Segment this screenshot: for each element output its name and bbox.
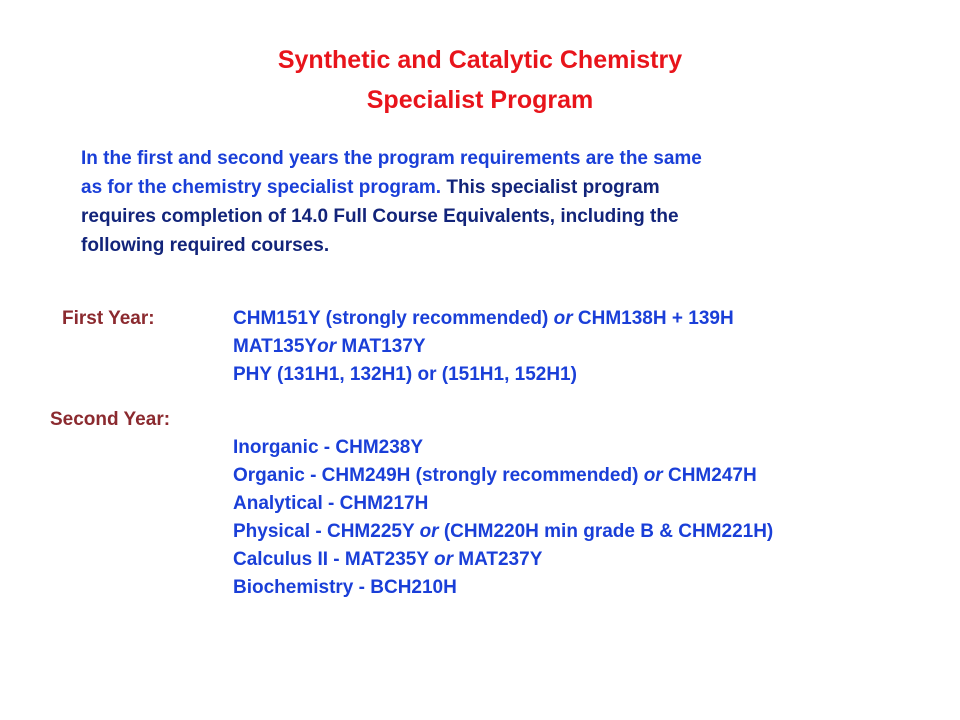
course-or: or xyxy=(433,549,453,570)
page-subtitle: Specialist Program xyxy=(366,86,594,114)
second-year-label: Second Year: xyxy=(50,409,171,430)
course-or: or xyxy=(419,521,439,542)
course-text: Calculus II - MAT235Y xyxy=(233,549,434,570)
course-text: PHY (131H1, 132H1) or (151H1, 152H1) xyxy=(233,364,577,385)
page-title: Synthetic and Catalytic Chemistry xyxy=(277,46,683,74)
intro-line-2-start: as for the chemistry specialist program. xyxy=(81,177,442,198)
second-year-course-4 xyxy=(233,519,773,544)
course-text: MAT237Y xyxy=(452,549,543,570)
course-text: Inorganic - CHM238Y xyxy=(233,437,424,458)
course-text: MAT135Y xyxy=(233,336,318,357)
course-text: (CHM220H min grade B & CHM221H) xyxy=(438,521,774,542)
intro-line-3: requires completion of 14.0 Full Course Equivalents, including the xyxy=(81,206,679,227)
second-year-course-6 xyxy=(233,575,457,600)
first-year-course-3 xyxy=(233,362,577,387)
second-year-course-2 xyxy=(233,463,757,488)
course-text: CHM247H xyxy=(662,465,757,486)
first-year-label: First Year: xyxy=(62,308,155,329)
first-year-course-1 xyxy=(233,306,734,331)
intro-line-2 xyxy=(81,173,881,202)
first-year-course-2 xyxy=(233,334,426,359)
course-or: or xyxy=(553,308,573,329)
course-text: MAT137Y xyxy=(336,336,426,357)
course-or: or xyxy=(317,336,337,357)
course-text: Biochemistry - BCH210H xyxy=(233,577,457,598)
second-year-course-1 xyxy=(233,435,423,460)
course-or: or xyxy=(643,465,663,486)
second-year-course-3 xyxy=(233,491,428,516)
course-text: CHM151Y (strongly recommended) xyxy=(233,308,554,329)
intro-line-4: following required courses. xyxy=(81,235,330,256)
intro-line-2-end: This specialist program xyxy=(441,177,660,198)
course-text: Analytical - CHM217H xyxy=(233,493,429,514)
course-text: Physical - CHM225Y xyxy=(233,521,420,542)
intro-line-1: In the first and second years the program requirements are the same xyxy=(81,148,702,169)
course-text: Organic - CHM249H (strongly recommended) xyxy=(233,465,644,486)
second-year-course-5 xyxy=(233,547,542,572)
course-text: CHM138H + 139H xyxy=(572,308,734,329)
